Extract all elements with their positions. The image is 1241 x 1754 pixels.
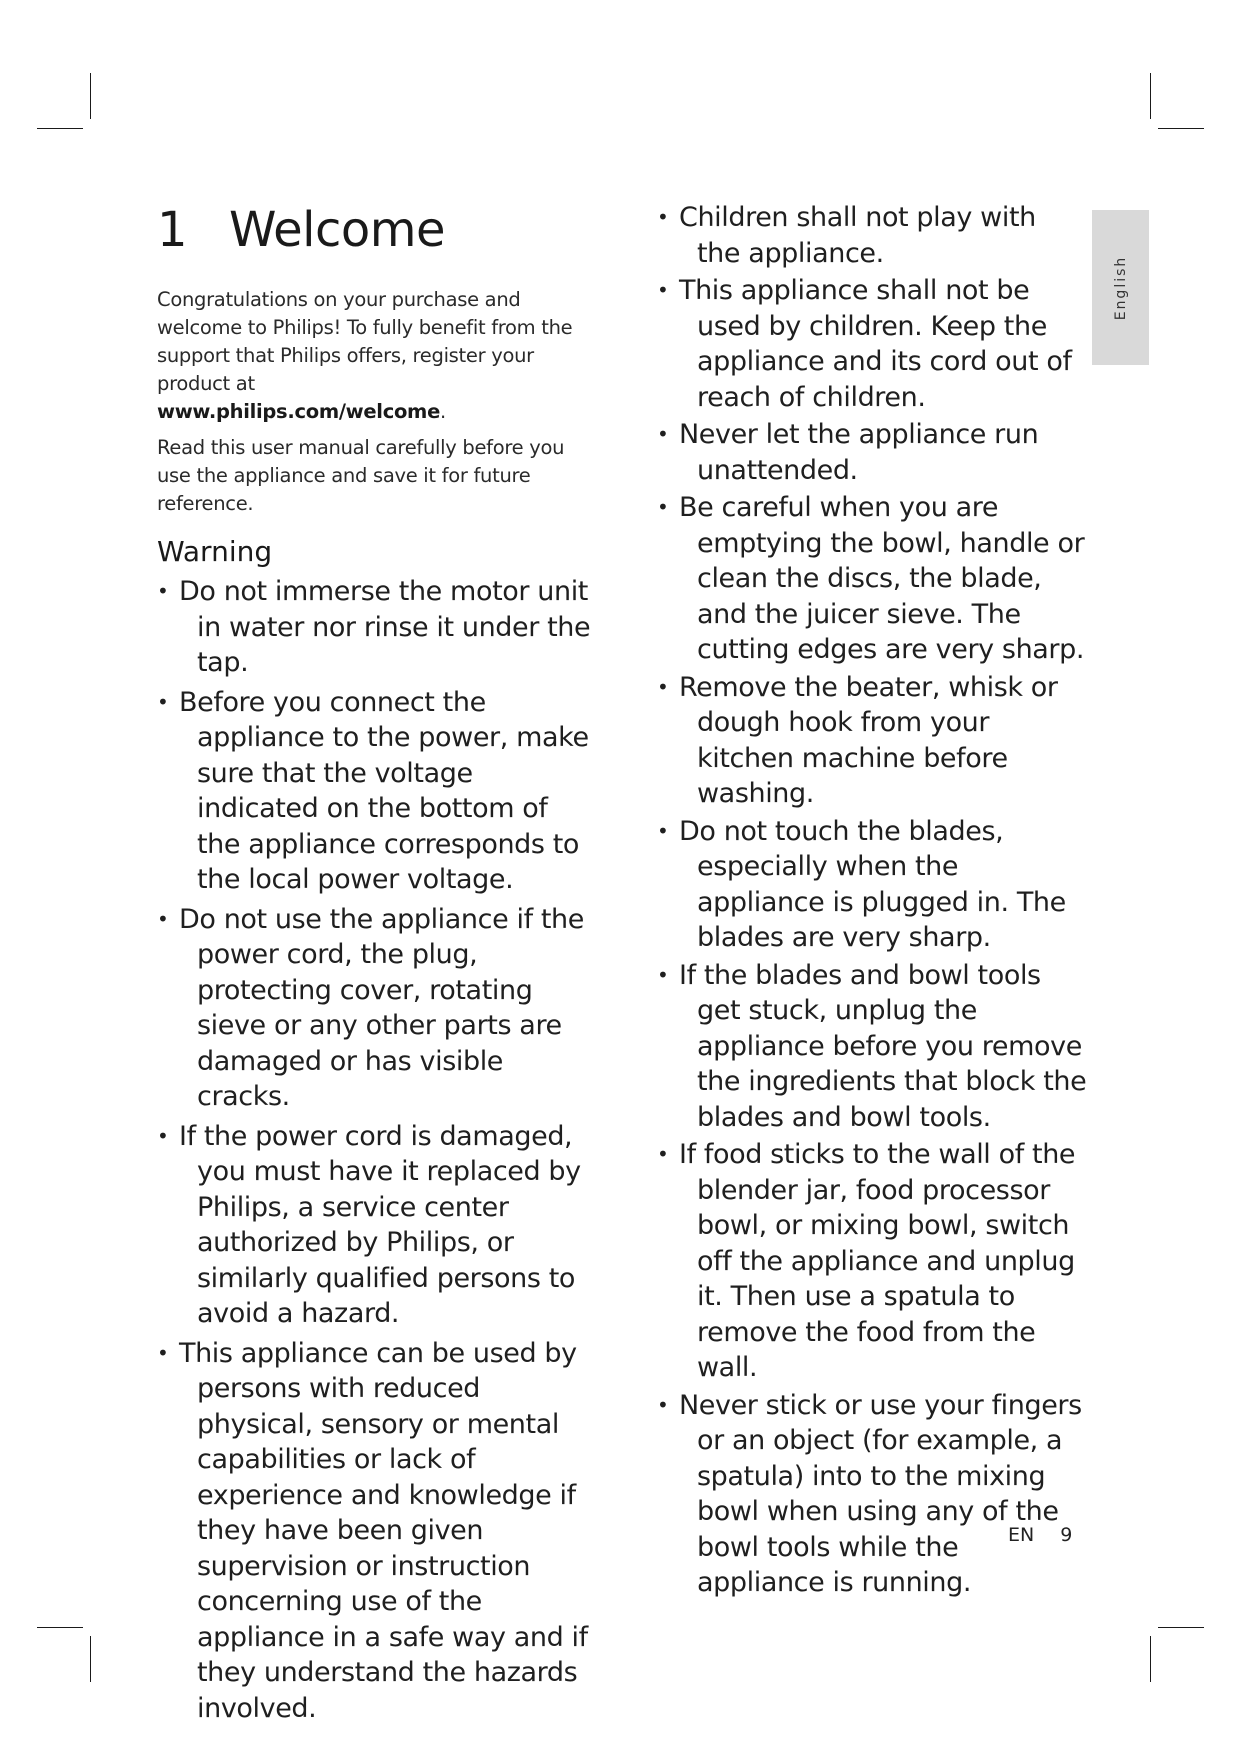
intro-paragraph-2: Read this user manual carefully before you use the appliance and save it for future reference. bbox=[157, 436, 565, 515]
list-item bbox=[157, 902, 597, 1115]
welcome-link[interactable]: www.philips.com/welcome bbox=[157, 400, 440, 423]
list-item-text: This appliance can be used by persons with reduced physical, sensory or mental capabilities or lack of experience and knowledge if they have been given supervision or instruction concerning use of the appliance in a safe way and if they understand the hazards involved. bbox=[179, 1337, 588, 1724]
chapter-number: 1 bbox=[157, 202, 188, 258]
bullet-icon: • bbox=[657, 674, 669, 699]
list-item-text: Be careful when you are emptying the bowl, handle or clean the discs, the blade, and the juicer sieve. The cutting edges are very sharp. bbox=[679, 492, 1085, 665]
list-item bbox=[657, 1388, 1087, 1601]
list-item bbox=[657, 958, 1087, 1136]
list-item-text: Do not use the appliance if the power cord, the plug, protecting cover, rotating sieve or any other parts are damaged or has visible cracks. bbox=[179, 903, 584, 1112]
list-item-text: Do not touch the blades, especially when the appliance is plugged in. The blades are very sharp. bbox=[679, 815, 1066, 953]
list-item bbox=[657, 417, 1087, 488]
crop-mark bbox=[37, 128, 83, 129]
list-item-text: If the power cord is damaged, you must have it replaced by Philips, a service center authorized by Philips, or similarly qualified persons to avoid a hazard. bbox=[179, 1120, 581, 1329]
list-item bbox=[157, 1119, 597, 1332]
list-item-text: Never stick or use your fingers or an object (for example, a spatula) into to the mixing bowl when using any of the bowl tools while the appliance is running. bbox=[679, 1389, 1082, 1598]
list-item bbox=[657, 670, 1087, 812]
bullet-icon: • bbox=[157, 1340, 169, 1365]
list-item bbox=[157, 574, 597, 681]
bullet-icon: • bbox=[157, 1123, 169, 1148]
list-item-text: If the blades and bowl tools get stuck, unplug the appliance before you remove the ingredients that block the blades and bowl tools. bbox=[679, 959, 1087, 1133]
warning-heading: Warning bbox=[157, 535, 273, 568]
page-footer bbox=[1008, 1524, 1072, 1546]
crop-mark bbox=[37, 1627, 83, 1628]
crop-mark bbox=[1158, 128, 1204, 129]
crop-mark bbox=[90, 1636, 91, 1682]
page-number: 9 bbox=[1060, 1524, 1073, 1546]
bullet-icon: • bbox=[657, 1142, 669, 1166]
crop-mark bbox=[1150, 73, 1151, 119]
bullet-icon: • bbox=[657, 962, 669, 987]
list-item-text: Never let the appliance run unattended. bbox=[679, 419, 1039, 486]
list-item bbox=[657, 273, 1087, 415]
crop-mark bbox=[1150, 1636, 1151, 1682]
list-item bbox=[657, 200, 1087, 271]
list-item bbox=[657, 1137, 1087, 1386]
language-label: English bbox=[1112, 255, 1129, 320]
chapter-heading bbox=[157, 200, 597, 260]
bullet-icon: • bbox=[657, 422, 669, 446]
bullet-icon: • bbox=[657, 278, 669, 302]
bullet-icon: • bbox=[157, 906, 169, 931]
crop-mark bbox=[90, 73, 91, 119]
list-item bbox=[657, 814, 1087, 956]
footer-language: EN bbox=[1008, 1524, 1035, 1546]
list-item-text: Before you connect the appliance to the power, make sure that the voltage indicated on the bottom of the appliance corresponds to the local power voltage. bbox=[179, 686, 589, 895]
bullet-icon: • bbox=[657, 495, 669, 519]
list-item-text: Remove the beater, whisk or dough hook from your kitchen machine before washing. bbox=[679, 671, 1058, 809]
list-item bbox=[657, 490, 1087, 668]
right-column bbox=[657, 200, 1087, 1603]
intro-text: Congratulations on your purchase and welcome to Philips! To fully benefit from the support that Philips offers, register your product at bbox=[157, 288, 573, 395]
warning-list-right bbox=[657, 200, 1087, 1601]
bullet-icon: • bbox=[657, 818, 669, 843]
language-tab bbox=[1092, 210, 1149, 365]
list-item bbox=[157, 685, 597, 898]
bullet-icon: • bbox=[657, 1392, 669, 1417]
list-item-text: This appliance shall not be used by children. Keep the appliance and its cord out of reach of children. bbox=[679, 275, 1072, 413]
list-item-text: If food sticks to the wall of the blender jar, food processor bowl, or mixing bowl, switch off the appliance and unplug it. Then use a spatula to remove the food from the wall. bbox=[679, 1139, 1076, 1383]
bullet-icon: • bbox=[157, 689, 169, 714]
crop-mark bbox=[1158, 1627, 1204, 1628]
chapter-title: Welcome bbox=[229, 202, 446, 258]
warning-list-left bbox=[157, 574, 597, 1726]
list-item-text: Children shall not play with the appliance. bbox=[679, 202, 1036, 269]
intro-paragraph bbox=[157, 286, 597, 426]
bullet-icon: • bbox=[657, 205, 669, 229]
list-item-text: Do not immerse the motor unit in water nor rinse it under the tap. bbox=[179, 576, 591, 678]
left-column bbox=[157, 200, 597, 1730]
intro-url-suffix: . bbox=[440, 400, 446, 423]
list-item bbox=[157, 1336, 597, 1727]
bullet-icon: • bbox=[157, 579, 169, 603]
